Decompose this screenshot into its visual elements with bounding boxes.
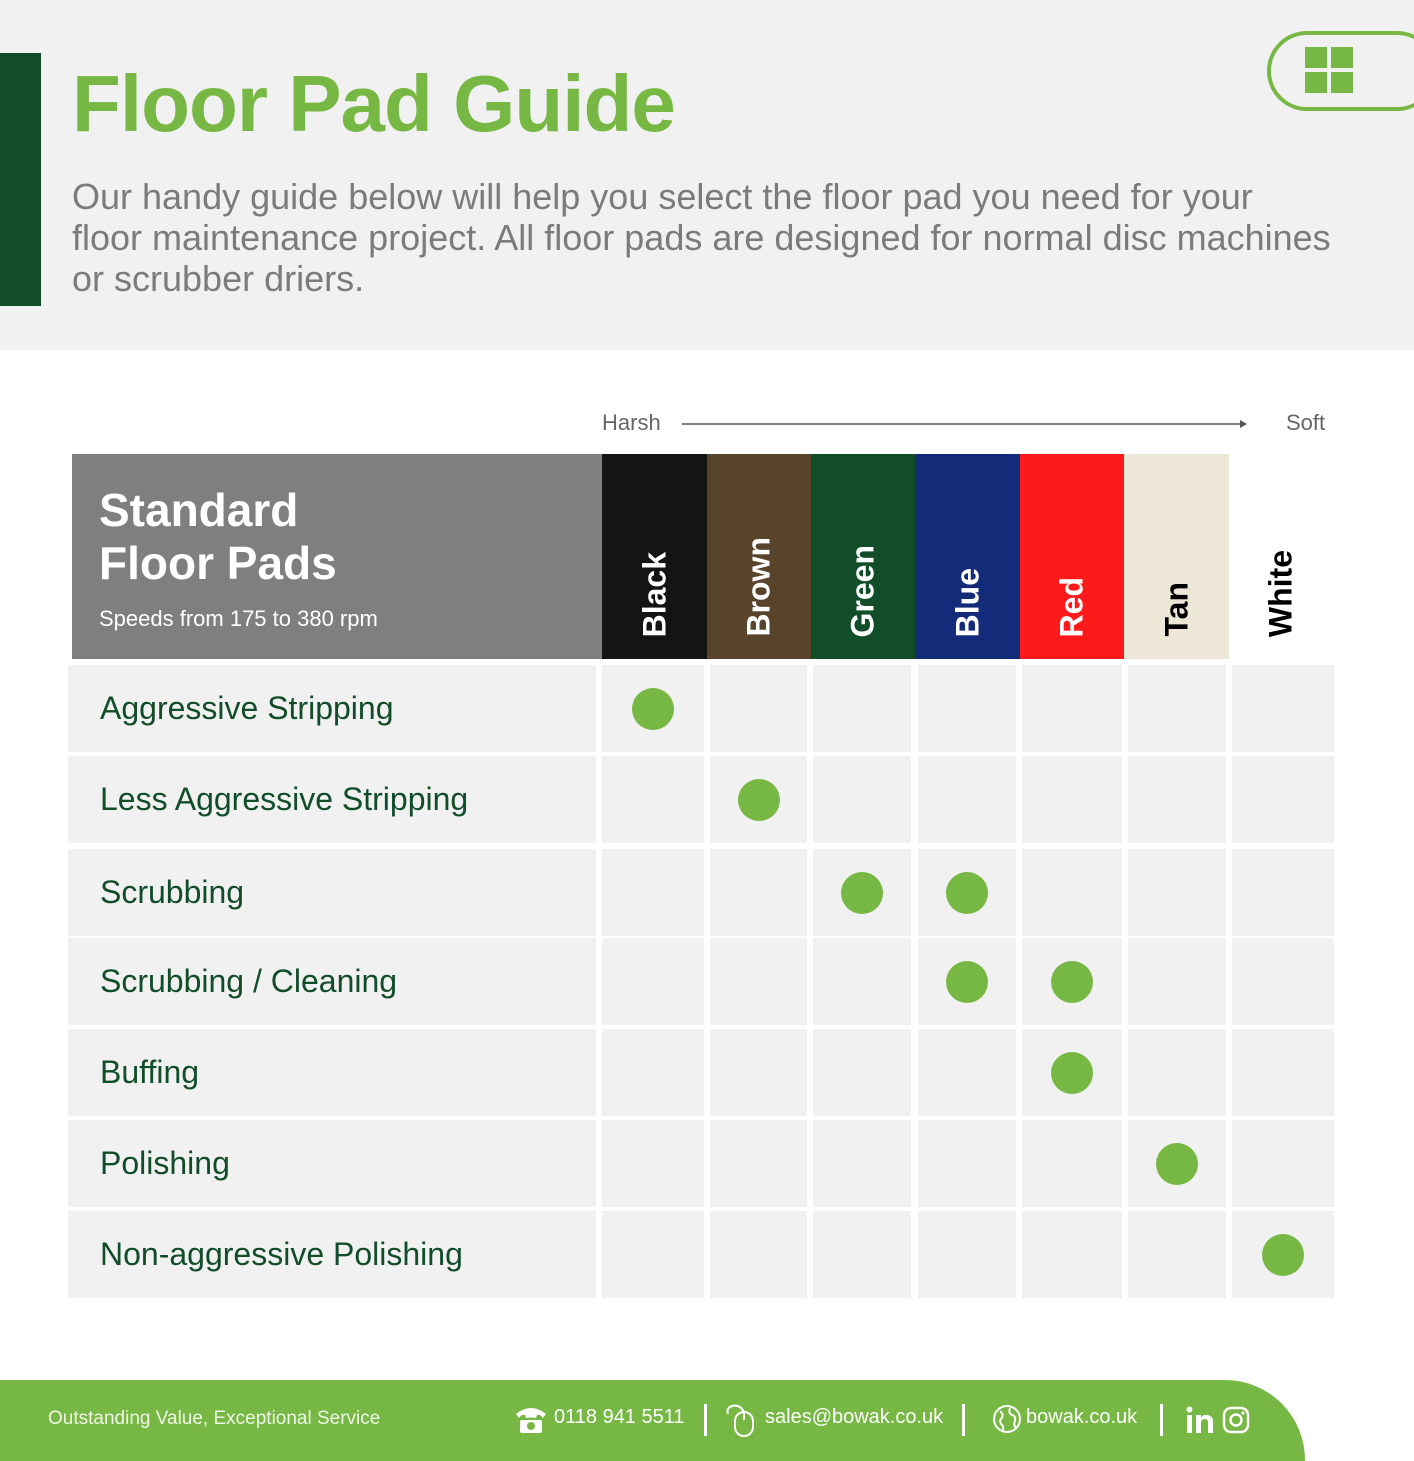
table-title [99,484,337,590]
row-label-cell [68,1029,596,1116]
table-cell [1022,1120,1122,1207]
table-cell [710,1211,807,1298]
table-cell [1232,1211,1334,1298]
row-label-cell [68,756,596,843]
table-cell [1232,1029,1334,1116]
row-label-cell [68,1120,596,1207]
mouse-icon [726,1402,758,1438]
table-cell [1022,938,1122,1025]
column-label: Green [844,544,881,637]
column-header-5 [1124,454,1229,659]
table-cell [918,1029,1016,1116]
row-label: Scrubbing / Cleaning [100,963,398,999]
recommended-dot [841,872,883,914]
table-cell [813,1029,911,1116]
table-cell [1128,756,1226,843]
row-label-cell [68,849,596,936]
accent-bar [0,53,41,306]
globe-icon [992,1404,1022,1434]
table-cell [602,1120,704,1207]
footer-tagline: Outstanding Value, Exceptional Service [48,1408,381,1429]
column-label: Red [1053,576,1090,637]
table-cell [1128,1120,1226,1207]
column-header-0 [602,454,707,659]
table-cell [1232,938,1334,1025]
recommended-dot [1051,1052,1093,1094]
recommended-dot [1156,1143,1198,1185]
table-cell [1128,938,1226,1025]
table-cell [602,849,704,936]
table-cell [1128,1029,1226,1116]
row-label-cell [68,938,596,1025]
table-cell [710,756,807,843]
column-label: White [1262,549,1299,637]
footer-phone[interactable]: 0118 941 5511 [554,1406,685,1428]
instagram-icon[interactable] [1222,1406,1250,1434]
table-cell [918,849,1016,936]
linkedin-icon[interactable] [1186,1406,1214,1434]
table-cell [813,756,911,843]
table-cell [918,1120,1016,1207]
table-cell [1022,1211,1122,1298]
phone-icon [513,1402,549,1436]
table-cell [918,665,1016,752]
table-cell [918,756,1016,843]
table-cell [602,1211,704,1298]
row-label-cell [68,665,596,752]
table-title-line1: Standard [99,484,299,536]
window-logo-icon [1305,47,1353,93]
table-cell [813,665,911,752]
row-label: Scrubbing [100,874,245,910]
table-cell [1128,1211,1226,1298]
table-title-line2: Floor Pads [99,537,337,589]
recommended-dot [946,872,988,914]
column-header-2 [811,454,915,659]
footer-email[interactable]: sales@bowak.co.uk [765,1406,944,1428]
row-label: Buffing [100,1054,200,1090]
table-cell [1128,665,1226,752]
column-header-3 [915,454,1020,659]
table-cell [1232,665,1334,752]
row-label-cell [68,1211,596,1298]
table-cell [602,1029,704,1116]
column-label: Brown [740,537,777,637]
table-cell [1232,849,1334,936]
row-label: Less Aggressive Stripping [100,781,469,817]
column-label: Black [636,551,672,637]
table-cell [1022,665,1122,752]
footer-separator [704,1404,707,1436]
page-title: Floor Pad Guide [72,59,675,148]
table-cell [710,665,807,752]
header-panel [0,0,1414,350]
column-header-1 [707,454,811,659]
recommended-dot [632,688,674,730]
table-cell [602,665,704,752]
scale-harsh-label: Harsh [602,410,661,435]
table-cell [710,938,807,1025]
recommended-dot [946,961,988,1003]
table-cell [710,849,807,936]
table-cell [1022,756,1122,843]
row-label: Aggressive Stripping [100,690,394,726]
table-cell [813,1211,911,1298]
table-cell [918,938,1016,1025]
table-cell [1022,1029,1122,1116]
table-cell [602,938,704,1025]
column-label: Blue [949,567,985,637]
footer-website[interactable]: bowak.co.uk [1026,1406,1138,1428]
footer-separator [1160,1404,1163,1436]
intro-text: Our handy guide below will help you select the floor pad you need for your floor maintenance project. All floor pads are designed for normal disc machines or scrubber driers. [72,176,1331,299]
column-header-4 [1020,454,1124,659]
table-cell [813,938,911,1025]
table-cell [1232,1120,1334,1207]
table-title-block [72,454,602,659]
recommended-dot [1051,961,1093,1003]
table-cell [1128,849,1226,936]
recommended-dot [1262,1234,1304,1276]
column-header-6 [1229,454,1333,659]
row-label: Non-aggressive Polishing [100,1236,463,1272]
row-label: Polishing [100,1145,230,1181]
table-cell [710,1029,807,1116]
table-cell [602,756,704,843]
footer-bar [0,1380,1305,1461]
footer-separator [962,1404,965,1436]
table-subtitle: Speeds from 175 to 380 rpm [99,606,378,631]
column-label: Tan [1158,582,1194,637]
table-cell [1232,756,1334,843]
table-cell [813,1120,911,1207]
scale-arrow-icon [682,418,1248,430]
table-cell [813,849,911,936]
table-cell [918,1211,1016,1298]
table-cell [710,1120,807,1207]
recommended-dot [738,779,780,821]
scale-soft-label: Soft [1286,410,1326,435]
table-cell [1022,849,1122,936]
